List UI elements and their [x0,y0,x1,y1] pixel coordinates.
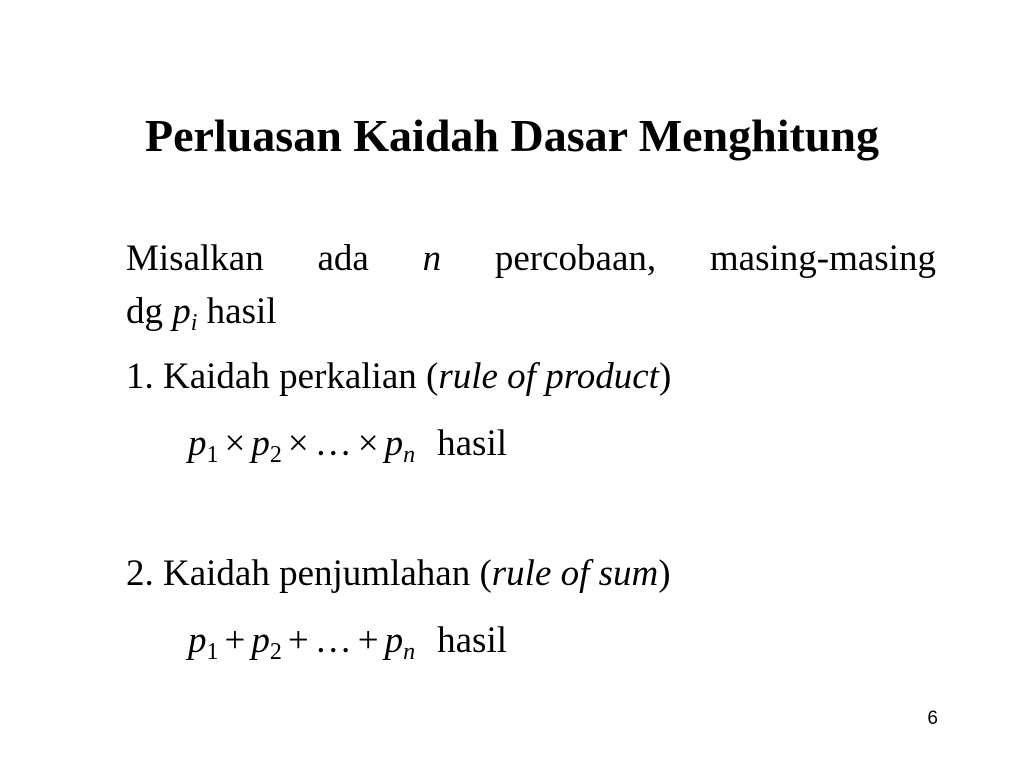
intro-variable-n: n [422,238,442,279]
formula-suffix: hasil [437,620,508,661]
sum-rule-label-italic: rule of sum [491,553,659,594]
formula-operator: × [357,423,379,464]
intro-word: masing-masing [709,238,936,279]
formula-operator: + [287,620,309,661]
intro-line-2 [126,289,277,335]
formula-variable-p: p [188,620,207,661]
product-rule-label-italic: rule of product [438,356,659,397]
page-number: 6 [927,708,938,729]
product-rule-formula [188,421,507,467]
product-rule-label-end: ) [658,356,672,397]
formula-subscript: 1 [206,442,219,468]
formula-subscript: 2 [269,442,282,468]
product-rule-label [126,354,671,400]
formula-subscript: n [403,639,416,665]
formula-suffix: hasil [437,423,508,464]
formula-ellipsis: … [314,423,352,464]
sum-rule-label [126,551,671,597]
product-rule-label-start: 1. Kaidah perkalian ( [126,356,439,397]
formula-operator: × [224,423,246,464]
formula-variable-p: p [251,620,270,661]
intro-line-1 [126,236,936,282]
formula-ellipsis: … [314,620,352,661]
formula-operator: + [357,620,379,661]
formula-operator: × [287,423,309,464]
formula-variable-p: p [188,423,207,464]
formula-variable-p: p [384,423,404,464]
intro-variable-p: p [172,291,191,332]
formula-subscript: 1 [206,639,219,665]
intro-word: percobaan, [494,238,657,279]
intro-word: Misalkan [126,238,264,279]
intro-subscript-i: i [190,310,198,336]
sum-rule-label-start: 2. Kaidah penjumlahan ( [126,553,492,594]
intro-word: ada [317,238,369,279]
sum-rule-label-end: ) [658,553,671,594]
formula-variable-p: p [384,620,404,661]
sum-rule-formula [188,618,507,664]
intro-line-2-start: dg [126,291,173,332]
formula-variable-p: p [251,423,270,464]
intro-line-2-end: hasil [197,291,277,332]
formula-operator: + [224,620,246,661]
formula-subscript: n [403,442,416,468]
formula-subscript: 2 [269,639,282,665]
slide-title: Perluasan Kaidah Dasar Menghitung [145,110,879,161]
